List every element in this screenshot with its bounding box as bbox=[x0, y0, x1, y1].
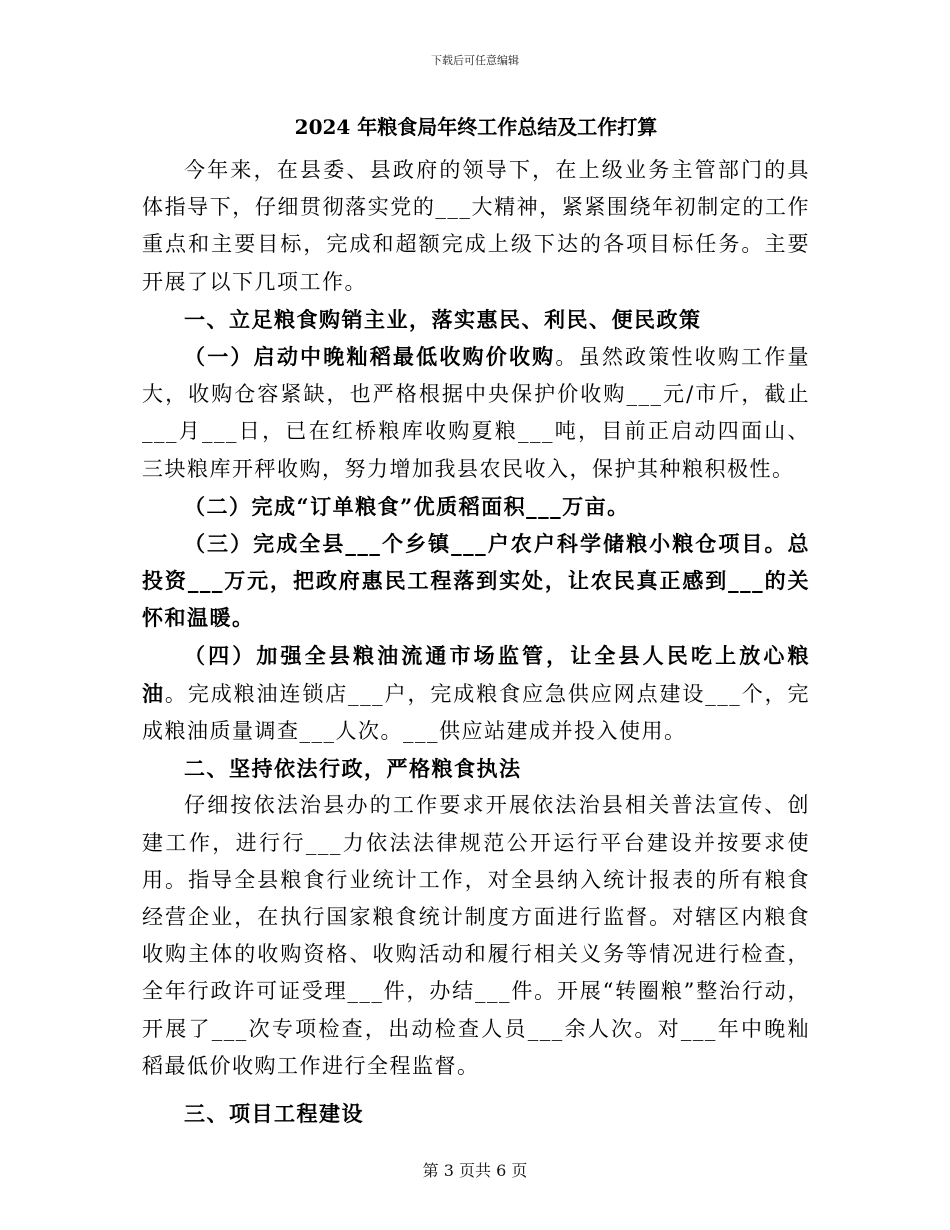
section-heading-2: 二、坚持依法行政，严格粮食执法 bbox=[184, 756, 522, 782]
paragraph-section-2: 仔细按依法治县办的工作要求开展依法治县相关普法宣传、创建工作，进行行___力依法法律规范公开运行平台建设并按要求使用。指导全县粮食行业统计工作，对全县纳入统计报表的所有粮食经营企业，在执行国家粮食统计制度方面进行监督。对辖区内粮食收购主体的收购资格、收购活动和履行相关义务等情况进行检查，全年行政许可证受理___件，办结___件。开展“转圈粮”整治行动，开展了___次专项检查，出动检查人员___余人次。对___年中晚籼稻最低价收购工作进行全程监督。 bbox=[142, 793, 810, 1078]
page-footer: 第 3 页共 6 页 bbox=[422, 1161, 528, 1180]
paragraph-subsection-2: （二）完成“订单粮食”优质稻面积___万亩。 bbox=[184, 493, 630, 519]
paragraph-subsection-4 bbox=[142, 637, 810, 751]
document-title: 2024 年粮食局年终工作总结及工作打算 bbox=[294, 115, 658, 139]
paragraph-intro: 今年来，在县委、县政府的领导下，在上级业务主管部门的具体指导下，仔细贯彻落实党的___大精神，紧紧围绕年初制定的工作重点和主要目标，完成和超额完成上级下达的各项目标任务。主要开展了以下几项工作。 bbox=[142, 158, 810, 294]
spacer bbox=[142, 1085, 810, 1095]
paragraph-subsection-1 bbox=[142, 338, 810, 488]
paragraph-subsection-3: （三）完成全县___个乡镇___户农户科学储粮小粮仓项目。总投资___万元，把政府惠民工程落到实处，让农民真正感到___的关怀和温暖。 bbox=[142, 531, 810, 631]
subsection-1-title: （一）启动中晚籼稻最低收购价收购 bbox=[184, 344, 556, 370]
section-heading-1: 一、立足粮食购销主业，落实惠民、利民、便民政策 bbox=[184, 306, 702, 332]
section-heading-3: 三、项目工程建设 bbox=[184, 1101, 364, 1127]
subsection-1-body: 。虽然政策性收购工作量大，收购仓容紧缺，也严格根据中央保护价收购___元/市斤，截止___月___日，已在红桥粮库收购夏粮___吨，目前正启动四面山、三块粮库开秤收购，努力增加我县农民收入，保护其种粮积极性。 bbox=[142, 345, 811, 481]
subsection-4-body: 。完成粮油连锁店___户，完成粮食应急供应网点建设___个，完成粮油质量调查___人次。___供应站建成并投入使用。 bbox=[142, 681, 811, 744]
page-header: 下载后可任意编辑 bbox=[431, 54, 519, 67]
subsection-4-title: （四）加强全县粮油流通市场监管，让全县人民吃上放心粮油 bbox=[142, 642, 810, 706]
document-body bbox=[142, 110, 810, 1132]
